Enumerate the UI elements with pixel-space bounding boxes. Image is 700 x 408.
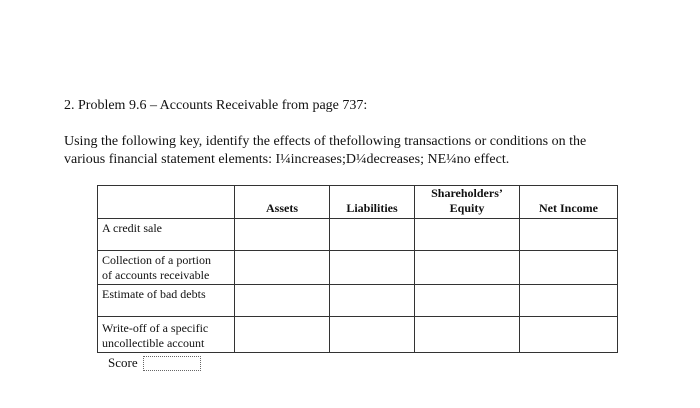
cell-collection-liabilities[interactable] xyxy=(330,251,415,285)
cell-estimate-net-income[interactable] xyxy=(520,285,618,317)
score-field xyxy=(108,355,201,371)
header-equity-line-2: Equity xyxy=(449,201,485,215)
cell-estimate-equity[interactable] xyxy=(415,285,520,317)
row-label-estimate-bad-debts: Estimate of bad debts xyxy=(98,285,235,317)
header-equity-line-1: Shareholders’ xyxy=(431,186,503,200)
row-label-write-off-line-1: Write-off of a specific xyxy=(102,321,209,335)
table-row-write-off xyxy=(98,317,618,353)
header-assets: Assets xyxy=(235,186,330,219)
cell-credit-sale-assets[interactable] xyxy=(235,219,330,251)
header-net-income: Net Income xyxy=(520,186,618,219)
cell-write-off-assets[interactable] xyxy=(235,317,330,353)
row-label-write-off xyxy=(98,317,235,353)
score-input[interactable] xyxy=(143,356,201,371)
cell-collection-net-income[interactable] xyxy=(520,251,618,285)
instructions-line-1: Using the following key, identify the effects of thefollowing transactions or conditions on the xyxy=(64,134,587,149)
cell-collection-assets[interactable] xyxy=(235,251,330,285)
header-liabilities: Liabilities xyxy=(330,186,415,219)
cell-write-off-liabilities[interactable] xyxy=(330,317,415,353)
row-label-collection xyxy=(98,251,235,285)
cell-credit-sale-liabilities[interactable] xyxy=(330,219,415,251)
cell-write-off-net-income[interactable] xyxy=(520,317,618,353)
cell-collection-equity[interactable] xyxy=(415,251,520,285)
score-label: Score xyxy=(108,355,138,370)
row-label-collection-line-1: Collection of a portion xyxy=(102,253,211,267)
table-header-row xyxy=(98,186,618,219)
instructions-line-2: various financial statement elements: I¼increases;D¼decreases; NE¼no effect. xyxy=(64,152,510,167)
row-label-write-off-line-2: uncollectible account xyxy=(102,336,205,350)
row-label-collection-line-2: of accounts receivable xyxy=(102,268,210,282)
cell-estimate-liabilities[interactable] xyxy=(330,285,415,317)
cell-credit-sale-equity[interactable] xyxy=(415,219,520,251)
header-transaction xyxy=(98,186,235,219)
instructions-paragraph xyxy=(64,133,654,169)
table-row-collection xyxy=(98,251,618,285)
table-row-estimate-bad-debts xyxy=(98,285,618,317)
header-shareholders-equity xyxy=(415,186,520,219)
row-label-credit-sale: A credit sale xyxy=(98,219,235,251)
cell-estimate-assets[interactable] xyxy=(235,285,330,317)
effects-table xyxy=(97,185,618,353)
cell-write-off-equity[interactable] xyxy=(415,317,520,353)
table-row-credit-sale xyxy=(98,219,618,251)
problem-heading: 2. Problem 9.6 – Accounts Receivable from page 737: xyxy=(64,98,368,113)
cell-credit-sale-net-income[interactable] xyxy=(520,219,618,251)
